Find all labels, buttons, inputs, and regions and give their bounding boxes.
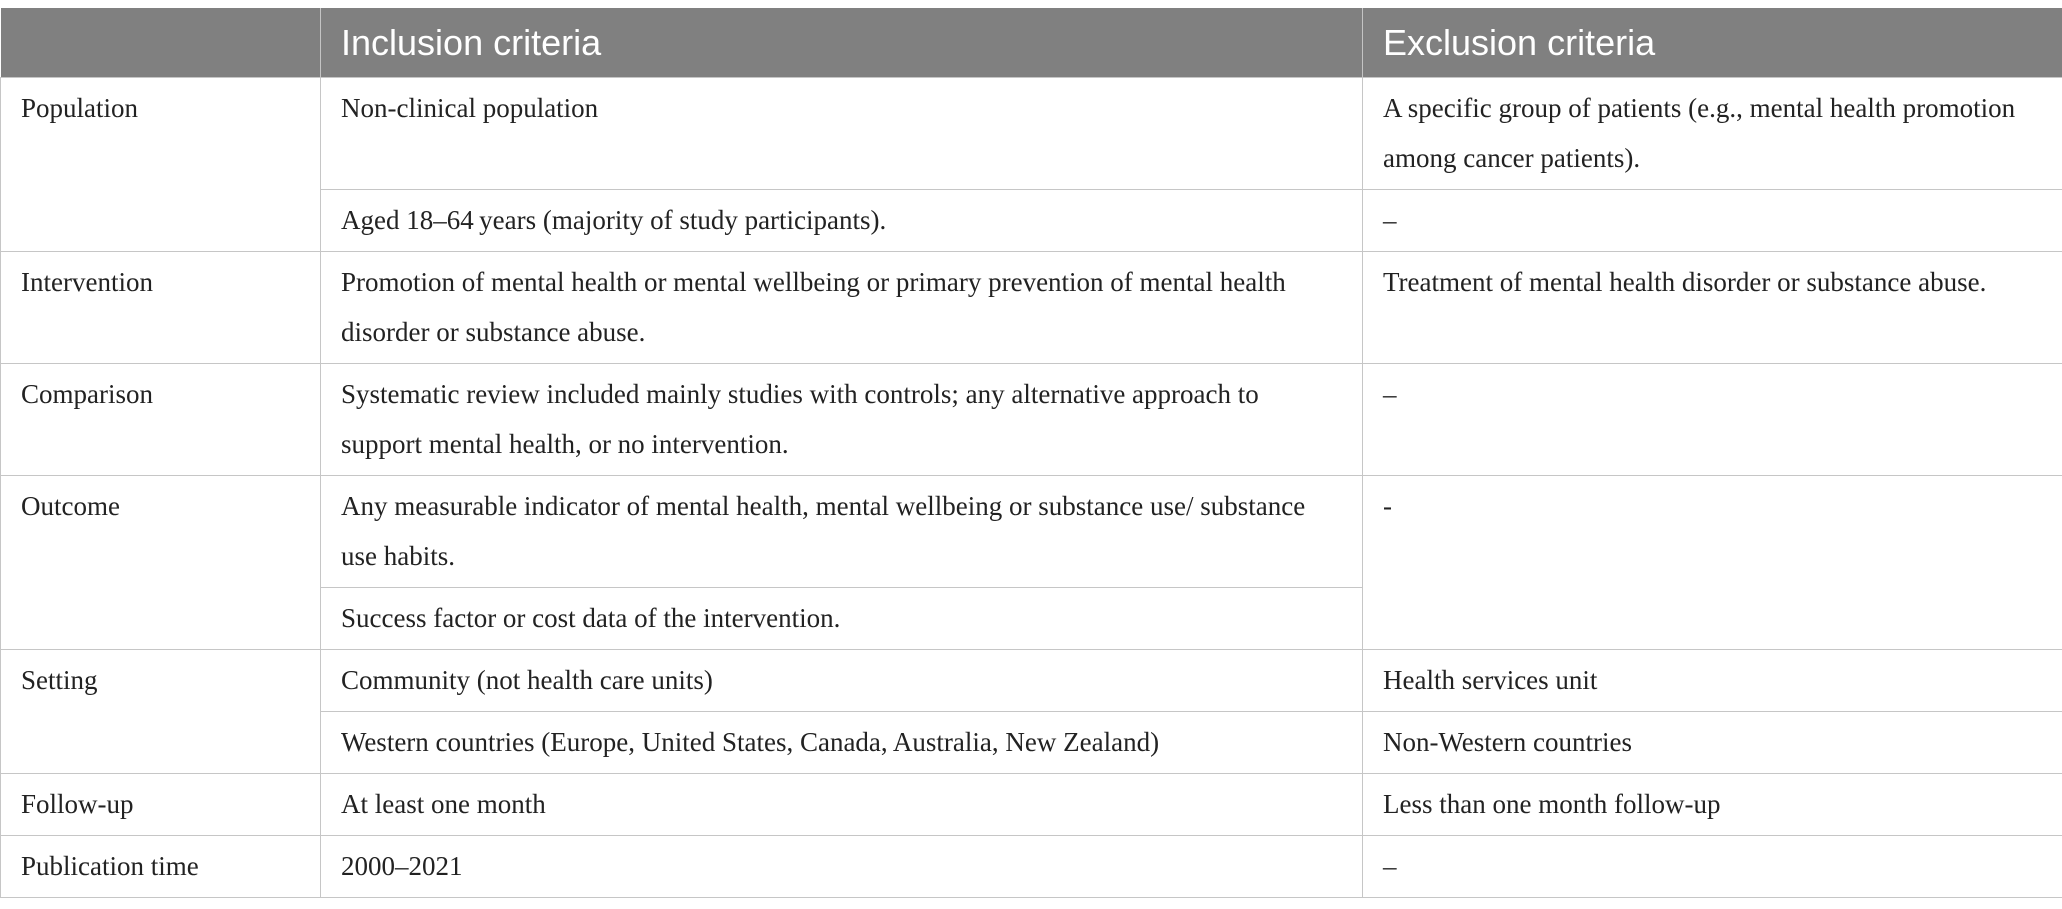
criteria-table bbox=[0, 8, 2062, 898]
table-row bbox=[1, 364, 2062, 476]
outcome-inclusion-1: Any measurable indicator of mental health, mental wellbeing or substance use/ substance use habits. bbox=[321, 476, 1363, 588]
comparison-inclusion: Systematic review included mainly studies with controls; any alternative approach to support mental health, or no intervention. bbox=[321, 364, 1363, 476]
row-label-intervention: Intervention bbox=[1, 252, 321, 364]
population-exclusion-2: – bbox=[1363, 190, 2062, 252]
table-row bbox=[1, 836, 2062, 898]
table-row bbox=[1, 252, 2062, 364]
intervention-inclusion: Promotion of mental health or mental wellbeing or primary prevention of mental health disorder or substance abuse. bbox=[321, 252, 1363, 364]
setting-exclusion-1: Health services unit bbox=[1363, 650, 2062, 712]
population-inclusion-2: Aged 18–64 years (majority of study participants). bbox=[321, 190, 1363, 252]
row-label-setting: Setting bbox=[1, 650, 321, 774]
setting-inclusion-1: Community (not health care units) bbox=[321, 650, 1363, 712]
header-row bbox=[1, 8, 2062, 78]
table-row bbox=[1, 774, 2062, 836]
header-empty-cell bbox=[1, 8, 321, 78]
outcome-exclusion: - bbox=[1363, 476, 2062, 650]
row-label-publication-time: Publication time bbox=[1, 836, 321, 898]
publication-time-exclusion: – bbox=[1363, 836, 2062, 898]
table-row bbox=[1, 476, 2062, 588]
row-label-outcome: Outcome bbox=[1, 476, 321, 650]
header-inclusion-criteria: Inclusion criteria bbox=[321, 8, 1363, 78]
row-label-population: Population bbox=[1, 78, 321, 252]
row-label-comparison: Comparison bbox=[1, 364, 321, 476]
setting-exclusion-2: Non-Western countries bbox=[1363, 712, 2062, 774]
table-row bbox=[1, 78, 2062, 190]
table-row bbox=[1, 650, 2062, 712]
row-label-follow-up: Follow-up bbox=[1, 774, 321, 836]
publication-time-inclusion: 2000–2021 bbox=[321, 836, 1363, 898]
comparison-exclusion: – bbox=[1363, 364, 2062, 476]
intervention-exclusion: Treatment of mental health disorder or substance abuse. bbox=[1363, 252, 2062, 364]
follow-up-inclusion: At least one month bbox=[321, 774, 1363, 836]
header-exclusion-criteria: Exclusion criteria bbox=[1363, 8, 2062, 78]
population-inclusion-1: Non-clinical population bbox=[321, 78, 1363, 190]
outcome-inclusion-2: Success factor or cost data of the intervention. bbox=[321, 588, 1363, 650]
follow-up-exclusion: Less than one month follow-up bbox=[1363, 774, 2062, 836]
population-exclusion-1: A specific group of patients (e.g., mental health promotion among cancer patients). bbox=[1363, 78, 2062, 190]
setting-inclusion-2: Western countries (Europe, United States, Canada, Australia, New Zealand) bbox=[321, 712, 1363, 774]
